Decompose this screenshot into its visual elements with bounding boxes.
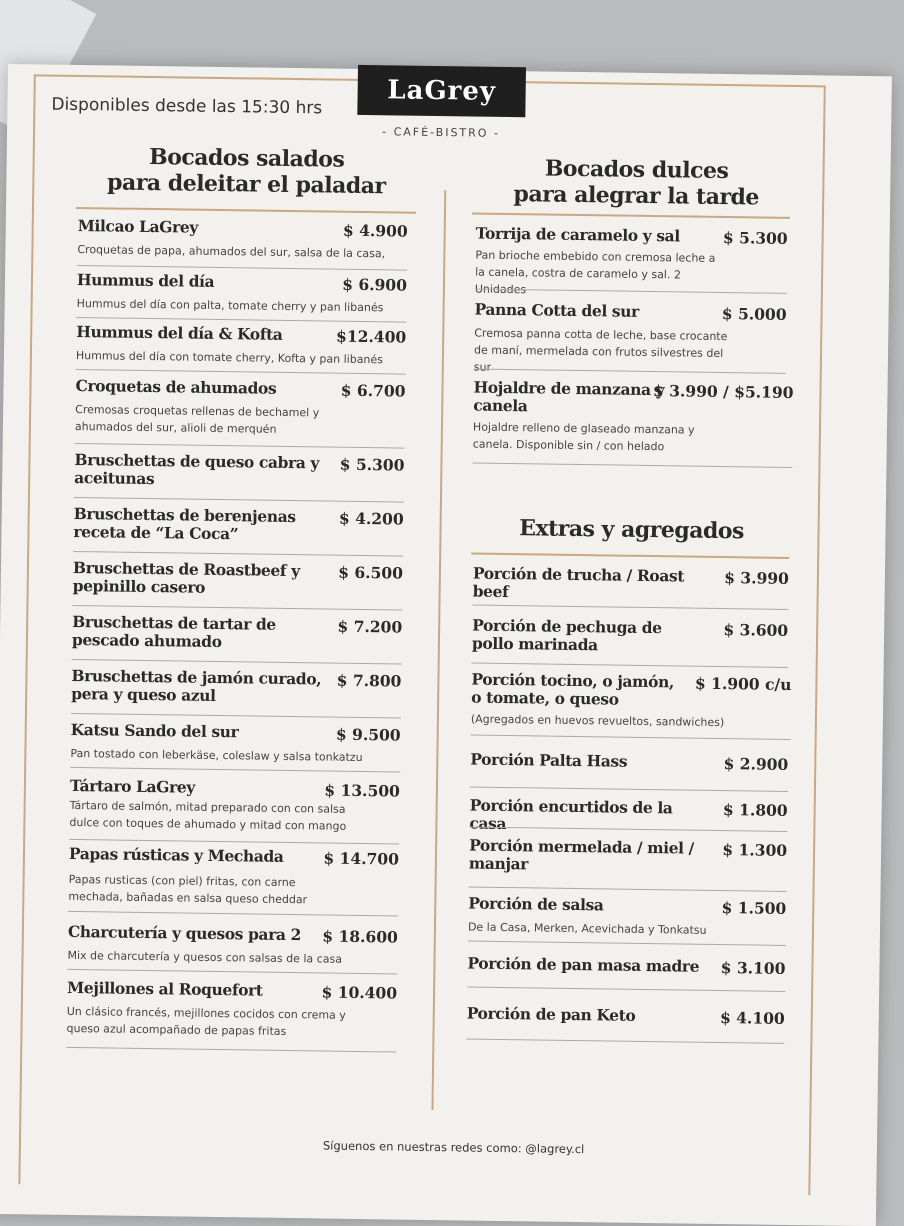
menu-item [72, 613, 403, 672]
item-name: Bruschettas de Roastbeef y pepinillo casero [72, 557, 300, 597]
social-footer: Síguenos en nuestras redes como: @lagrey.cl [322, 1138, 585, 1157]
menu-item [472, 379, 793, 473]
item-rule [466, 1038, 784, 1043]
item-price: $ 4.100 [719, 1008, 785, 1028]
menu-item [70, 721, 401, 780]
item-price: $ 5.300 [339, 454, 405, 475]
menu-item [468, 895, 787, 955]
item-name: Bruschettas de jamón curado, pera y queso azul [71, 665, 322, 705]
item-rule [469, 887, 787, 892]
item-price: $ 2.900 [723, 754, 789, 774]
item-rule [72, 659, 402, 665]
item-price: $ 3.990 / $5.190 [652, 381, 794, 402]
extras-heading-rule [471, 553, 789, 559]
item-price: $ 7.200 [337, 616, 403, 637]
item-name: Porción de salsa [468, 893, 604, 915]
menu-item [76, 323, 407, 382]
item-price: $ 4.900 [342, 220, 408, 241]
menu-item [470, 751, 789, 801]
item-rule [72, 605, 402, 611]
item-rule [75, 443, 405, 449]
item-name: Bruschettas de queso cabra y aceitunas [74, 449, 320, 489]
item-description: Hojaldre relleno de glaseado manzana y canela. Disponible sin / con helado [472, 420, 695, 454]
item-name: Porción Palta Hass [470, 749, 628, 771]
item-name: Croquetas de ahumados [75, 375, 277, 398]
item-description: Papas rusticas (con piel) fritas, con carne mechada, bañadas en salsa queso cheddar [68, 872, 308, 907]
item-name: Bruschettas de tartar de pescado ahumado [71, 611, 276, 652]
item-price: $ 7.800 [336, 670, 402, 691]
item-name: Papas rústicas y Mechada [68, 843, 284, 866]
item-price: $ 1.300 [722, 840, 788, 860]
item-description: (Agregados en huevos revueltos, sandwiches) [470, 712, 725, 730]
menu-item [467, 955, 786, 1005]
item-price: $ 6.900 [342, 274, 408, 295]
item-rule [76, 369, 406, 375]
menu-item [71, 667, 402, 726]
sweet-heading-line1: Bocados dulces [544, 155, 729, 185]
item-price: $12.400 [335, 326, 407, 347]
savory-heading-line1: Bocados salados [148, 143, 345, 173]
item-rule [73, 551, 403, 557]
item-description: Hummus del día con palta, tomate cherry y pan libanés [76, 296, 384, 315]
sweet-heading-line2: para alegrar la tarde [513, 181, 760, 211]
item-description: Cremosas croquetas rellenas de bechamel y ahumados del sur, alioli de merquén [74, 402, 320, 436]
item-price: $ 13.500 [324, 780, 401, 801]
item-price: $ 5.000 [721, 303, 787, 324]
menu-sheet [0, 64, 892, 1226]
item-rule [66, 1047, 396, 1053]
item-rule [472, 663, 788, 668]
item-price: $ 14.700 [323, 848, 400, 869]
item-name: Porción encurtidos de la casa [469, 795, 673, 834]
item-rule [68, 911, 398, 917]
item-price: $ 5.300 [722, 227, 788, 248]
item-price: $ 6.700 [340, 380, 406, 401]
item-description: De la Casa, Merken, Acevichada y Tonkatsu [467, 920, 707, 937]
item-name: Porción de pan Keto [466, 1003, 636, 1025]
item-rule [71, 713, 401, 719]
item-price: $ 10.400 [321, 982, 398, 1003]
item-description: Mix de charcutería y quesos con salsas de la casa [67, 948, 343, 966]
sweet-heading-rule [472, 212, 790, 218]
item-rule [470, 787, 788, 792]
item-rule [467, 987, 785, 992]
menu-item [74, 451, 405, 510]
item-name: Milcao LaGrey [77, 215, 199, 237]
item-name: Hummus del día & Kofta [76, 321, 283, 344]
item-name: Charcutería y quesos para 2 [67, 921, 302, 945]
item-price: $ 1.900 c/u [694, 673, 792, 694]
item-rule [67, 969, 397, 975]
menu-item [471, 671, 792, 749]
menu-item [68, 845, 399, 922]
menu-item [72, 559, 403, 618]
item-description: Un clásico francés, mejillones cocidos con crema y queso azul acompañado de papas fritas [66, 1004, 346, 1038]
item-rule [74, 497, 404, 503]
frame-right-rule [808, 85, 825, 1195]
item-name: Katsu Sando del sur [70, 719, 239, 742]
item-name: Porción tocino, o jamón, o tomate, o queso [471, 669, 675, 709]
item-price: $ 3.600 [723, 620, 789, 640]
item-name: Hojaldre de manzana y canela [473, 377, 665, 416]
item-price: $ 18.600 [322, 926, 398, 947]
item-price: $ 4.200 [338, 508, 404, 529]
item-name: Panna Cotta del sur [474, 299, 639, 321]
item-name: Mejillones al Roquefort [66, 977, 263, 1000]
item-description: Cremosa panna cotta de leche, base crocante de maní, mermelada con frutos silvestres del sur [473, 326, 728, 374]
menu-item [466, 1004, 785, 1058]
item-description: Tártaro de salmón, mitad preparado con con salsa dulce con toques de ahumado y mitad con mango [69, 798, 347, 833]
savory-heading-rule [76, 207, 416, 214]
item-price: $ 3.100 [720, 958, 786, 978]
brand-tagline: - CAFÉ-BISTRO - [382, 125, 501, 140]
item-rule [471, 735, 791, 740]
menu-item [468, 837, 787, 897]
menu-item [66, 979, 397, 1064]
item-name: Porción de pan masa madre [467, 953, 700, 976]
menu-item [472, 617, 789, 673]
menu-item [474, 301, 787, 379]
savory-heading [66, 143, 427, 200]
item-name: Porción de trucha / Roast beef [472, 563, 685, 602]
item-name: Tártaro LaGrey [69, 775, 196, 797]
menu-item [67, 923, 398, 984]
item-name: Torrija de caramelo y sal [475, 223, 680, 246]
item-rule [468, 941, 786, 946]
item-rule [70, 767, 400, 773]
item-rule [472, 463, 792, 468]
item-price: $ 1.800 [722, 800, 788, 820]
menu-item [73, 505, 404, 564]
item-price: $ 9.500 [335, 724, 401, 745]
menu-item [75, 377, 406, 454]
frame-left-rule [18, 74, 35, 1184]
menu-item [472, 565, 789, 619]
item-description: Hummus del día con tomate cherry, Kofta y pan libanés [75, 348, 384, 367]
column-divider [431, 190, 446, 1110]
menu-item [77, 217, 408, 276]
brand-logo [357, 65, 526, 117]
logo-text: LaGrey [387, 75, 497, 107]
availability-note: Disponibles desde las 15:30 hrs [51, 94, 323, 119]
item-rule [472, 605, 788, 610]
menu-item [69, 777, 400, 854]
item-name: Bruschettas de berenjenas receta de “La Coca” [73, 503, 296, 544]
savory-heading-line2: para deleitar el paladar [106, 169, 386, 200]
item-name: Hummus del día [76, 269, 215, 291]
item-name: Porción de pechuga de pollo marinada [471, 615, 662, 655]
item-price: $ 1.500 [721, 898, 787, 918]
item-price: $ 3.990 [724, 568, 790, 588]
item-name: Porción mermelada / miel / manjar [468, 835, 694, 874]
item-description: Croquetas de papa, ahumados del sur, salsa de la casa, [77, 242, 386, 261]
sweet-heading [466, 154, 807, 211]
item-description: Pan brioche embebido con cremosa leche a la canela, costra de caramelo y sal. 2 Unidades [474, 248, 716, 297]
menu-item [475, 225, 788, 303]
item-description: Pan tostado con leberkäse, coleslaw y salsa tonkatzu [70, 746, 363, 765]
extras-heading: Extras y agregados [519, 515, 745, 545]
item-price: $ 6.500 [338, 562, 404, 583]
menu-item [76, 271, 407, 330]
